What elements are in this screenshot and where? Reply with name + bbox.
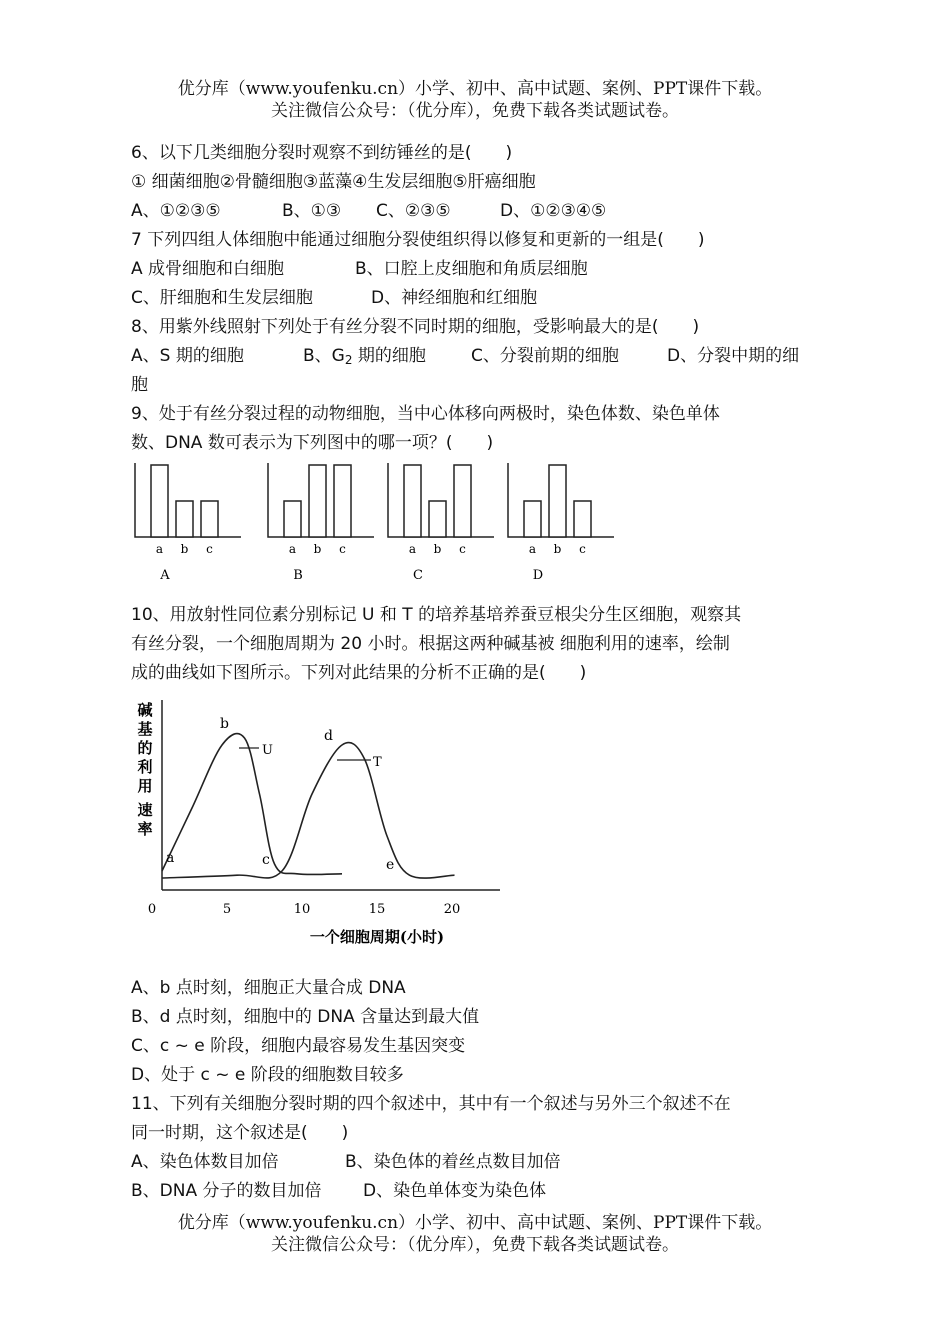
q7-option-c: C、肝细胞和生发层细胞	[131, 288, 313, 308]
point-label-e: e	[386, 857, 395, 873]
point-label-a: a	[166, 850, 175, 866]
bar-label-a: a	[288, 542, 297, 556]
bar-b	[309, 465, 326, 537]
q8-option-d: D、分裂中期的细	[667, 346, 800, 366]
bar-label-a: a	[408, 542, 417, 556]
q8-option-a: A、S 期的细胞	[131, 346, 244, 366]
q11-stem-line-2: 同一时期，这个叙述是( )	[131, 1123, 349, 1143]
q9-stem-line-2: 数、DNA 数可表示为下列图中的哪一项？( )	[131, 433, 494, 453]
series-curves	[162, 734, 455, 879]
y-label-char-2: 基	[137, 720, 153, 738]
series-line-t	[162, 743, 455, 879]
q7-option-d: D、神经细胞和红细胞	[371, 288, 538, 308]
panel-label: C	[413, 568, 423, 583]
bar-label-b: b	[180, 542, 189, 556]
x-tick-label: 15	[368, 902, 386, 917]
bar-b	[429, 501, 446, 537]
q9-panel-c	[388, 463, 494, 583]
bar-label-c: c	[206, 542, 213, 556]
bar-c	[454, 465, 471, 537]
q9-panel-a	[135, 463, 241, 583]
q11-option-c: B、DNA 分子的数目加倍	[131, 1181, 322, 1201]
bar-label-c: c	[339, 542, 346, 556]
q9-panel-d	[508, 463, 614, 583]
header-line-2: 关注微信公众号：（优分库），免费下载各类试题试卷。	[271, 101, 679, 121]
bar-label-a: a	[528, 542, 537, 556]
bar-label-b: b	[553, 542, 562, 556]
bar-a	[284, 501, 301, 537]
bar-label-b: b	[433, 542, 442, 556]
y-label-char-3: 的	[137, 739, 153, 757]
x-tick-labels	[148, 902, 460, 917]
q10-curve-chart	[125, 690, 515, 960]
y-label-char-1: 碱	[137, 701, 153, 719]
bar-c	[574, 501, 591, 537]
bar-label-b: b	[313, 542, 322, 556]
q8-option-d-continued: 胞	[131, 375, 148, 395]
bar-b	[176, 501, 193, 537]
q10-option-b: B、d 点时刻，细胞中的 DNA 含量达到最大值	[131, 1007, 480, 1027]
q11-option-b: B、染色体的着丝点数目加倍	[345, 1152, 561, 1172]
header-line-1: 优分库（www.youfenku.cn）小学、初中、高中试题、案例、PPT课件下载。	[177, 79, 773, 99]
q6-option-d: D、①②③④⑤	[500, 201, 607, 221]
q7-stem: 7 下列四组人体细胞中能通过细胞分裂使组织得以修复和更新的一组是( )	[131, 230, 705, 250]
bar-a	[524, 501, 541, 537]
bar-c	[334, 465, 351, 537]
q10-option-c: C、c ~ e 阶段，细胞内最容易发生基因突变	[131, 1036, 466, 1056]
q11-option-a: A、染色体数目加倍	[131, 1152, 279, 1172]
footer-line-2: 关注微信公众号：（优分库），免费下载各类试题试卷。	[271, 1235, 679, 1255]
x-tick-label: 5	[222, 902, 232, 917]
q7-option-a: A 成骨细胞和白细胞	[131, 259, 285, 279]
curve-annotations	[166, 716, 394, 873]
y-label-char-7: 率	[137, 820, 153, 838]
q8-option-b: B、$G_2$ 期的细胞	[303, 346, 426, 367]
y-axis-label	[136, 701, 152, 838]
q10-option-a: A、b 点时刻，细胞正大量合成 DNA	[131, 978, 406, 998]
x-tick-label: 20	[443, 902, 461, 917]
q6-stem: 6、以下几类细胞分裂时观察不到纺锤丝的是( )	[131, 143, 513, 163]
q6-option-a: A、①②③⑤	[131, 201, 221, 221]
series-label-t: T	[373, 755, 382, 770]
q9-bar-panels	[125, 455, 625, 590]
point-label-b: b	[220, 716, 229, 732]
q10-stem-line-3: 成的曲线如下图所示。下列对此结果的分析不正确的是( )	[131, 663, 587, 683]
point-label-c: c	[262, 852, 270, 868]
panel-label: B	[293, 568, 303, 583]
q10-option-d: D、处于 c ~ e 阶段的细胞数目较多	[131, 1065, 404, 1085]
panel-label: D	[532, 568, 544, 583]
bar-a	[404, 465, 421, 537]
bar-a	[151, 465, 168, 537]
bar-label-c: c	[579, 542, 586, 556]
bar-c	[201, 501, 218, 537]
q7-option-b: B、口腔上皮细胞和角质层细胞	[355, 259, 588, 279]
q10-stem-line-2: 有丝分裂，一个细胞周期为 20 小时。根据这两种碱基被 细胞利用的速率，绘制	[131, 634, 730, 654]
bar-label-a: a	[155, 542, 164, 556]
y-label-char-6: 速	[137, 801, 153, 819]
q6-items: ① 细菌细胞②骨髓细胞③蓝藻④生发层细胞⑤肝癌细胞	[131, 172, 536, 192]
x-tick-label: 10	[293, 902, 311, 917]
series-label-u: U	[262, 743, 273, 758]
y-label-char-4: 利	[137, 758, 153, 776]
series-line-u	[162, 734, 342, 875]
q8-option-c: C、分裂前期的细胞	[471, 346, 619, 366]
x-tick-label: 0	[147, 902, 157, 917]
q11-option-d: D、染色单体变为染色体	[363, 1181, 547, 1201]
q9-panel-b	[268, 463, 374, 583]
y-label-char-5: 用	[137, 777, 153, 795]
footer-line-1: 优分库（www.youfenku.cn）小学、初中、高中试题、案例、PPT课件下载。	[177, 1213, 773, 1233]
q10-stem-line-1: 10、用放射性同位素分别标记 U 和 T 的培养基培养蚕豆根尖分生区细胞，观察其	[131, 605, 742, 625]
q9-stem-line-1: 9、处于有丝分裂过程的动物细胞，当中心体移向两极时，染色体数、染色单体	[131, 404, 720, 424]
panel-label: A	[160, 568, 170, 583]
bar-label-c: c	[459, 542, 466, 556]
x-axis-label: 一个细胞周期(小时)	[309, 928, 445, 946]
q11-stem-line-1: 11、下列有关细胞分裂时期的四个叙述中，其中有一个叙述与另外三个叙述不在	[131, 1094, 731, 1114]
bar-b	[549, 465, 566, 537]
q8-stem: 8、用紫外线照射下列处于有丝分裂不同时期的细胞，受影响最大的是( )	[131, 317, 700, 337]
q6-option-b: B、①③	[282, 201, 342, 221]
point-label-d: d	[324, 728, 333, 744]
q6-option-c: C、②③⑤	[376, 201, 451, 221]
